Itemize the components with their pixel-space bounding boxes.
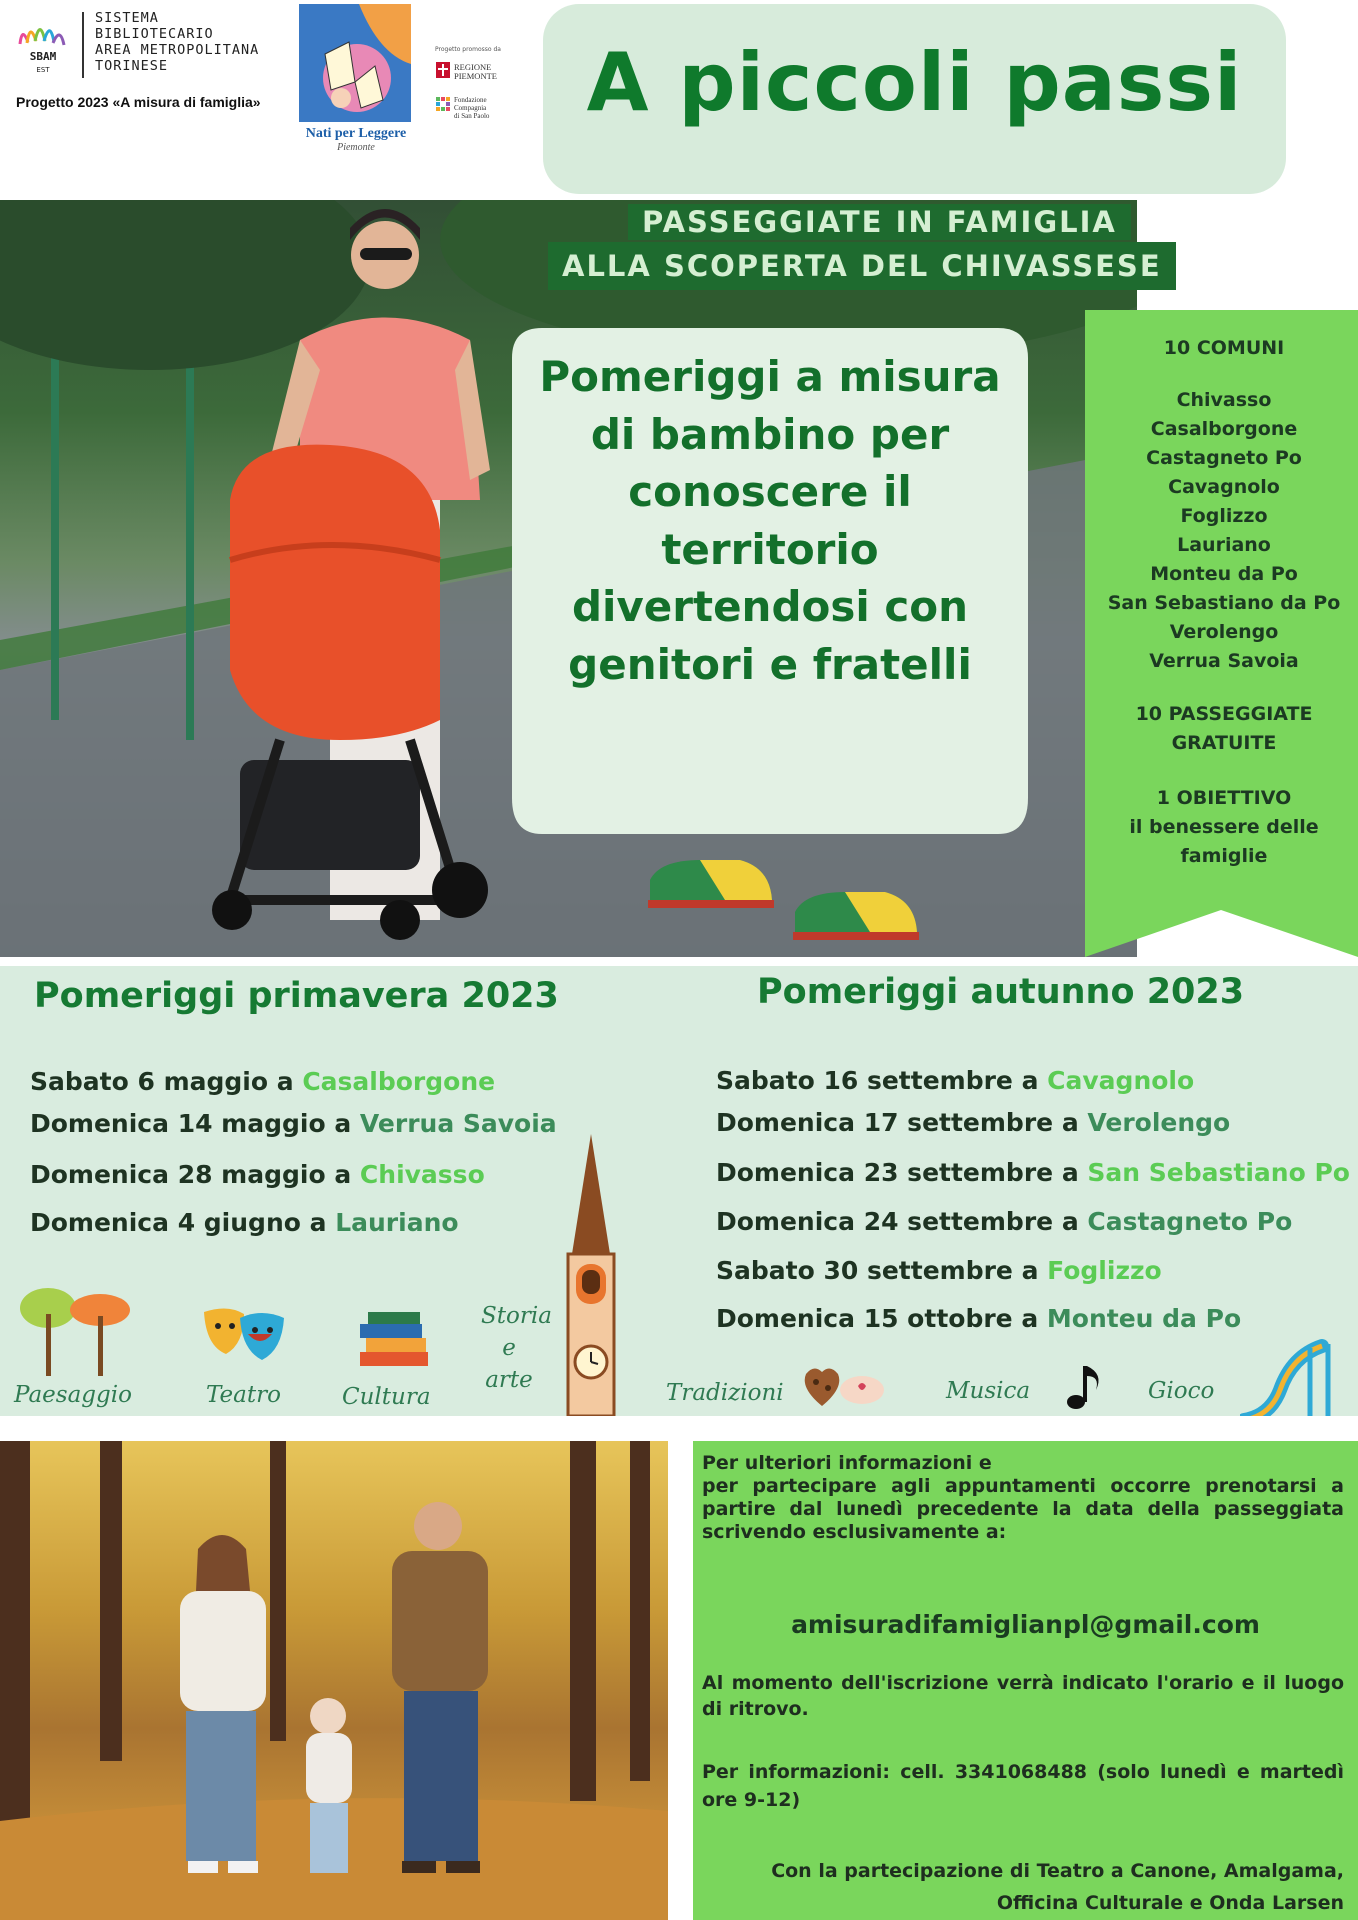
storia-label-line: e	[502, 1335, 516, 1361]
phone-note: Per informazioni: cell. 3341068488 (solo lunedì e martedì ore 9-12)	[702, 1761, 1344, 1811]
date-text: Sabato 30 settembre a	[716, 1256, 1048, 1285]
tagline	[512, 348, 1028, 693]
credits-line: Con la partecipazione di Teatro a Canone, Amalgama,	[771, 1860, 1344, 1882]
books-icon	[356, 1312, 432, 1372]
date-text: Domenica 4 giugno a	[30, 1208, 336, 1237]
sbam-name-line: TORINESE	[95, 58, 169, 74]
tagline-line: genitori e fratelli	[568, 639, 972, 689]
music-note-icon	[1066, 1362, 1106, 1412]
trees-icon	[16, 1286, 134, 1378]
sbam-logo-sub: EST	[36, 66, 50, 74]
contact-intro-line: Per ulteriori informazioni e	[702, 1452, 992, 1474]
autumn-title: Pomeriggi autunno 2023	[757, 972, 1245, 1012]
teatro-label: Teatro	[206, 1382, 281, 1408]
bell-tower-icon	[562, 1134, 620, 1416]
comune-item: Verolengo	[1169, 621, 1279, 643]
fondazione-name: Fondazione Compagnia di San Paolo	[454, 96, 490, 120]
section-gap	[0, 1416, 1358, 1441]
comune-item: San Sebastiano da Po	[1107, 592, 1341, 614]
date-place: Castagneto Po	[1087, 1207, 1293, 1236]
regione-piemonte-logo	[436, 62, 450, 78]
date-text: Domenica 17 settembre a	[716, 1108, 1088, 1137]
tagline-line: conoscere il	[628, 467, 912, 516]
comune-item: Foglizzo	[1180, 505, 1268, 527]
date-text: Domenica 24 settembre a	[716, 1207, 1088, 1236]
stroller-wheel-icon	[432, 862, 488, 918]
obiettivo-line: il benessere delle	[1129, 816, 1319, 838]
contact-intro	[702, 1452, 1344, 1544]
comune-item: Cavagnolo	[1168, 476, 1280, 498]
contact-intro-body: per partecipare agli appuntamenti occorre prenotarsi a partire dal lunedì precedente la data della passeggiata scrivendo esclusivamente a:	[702, 1475, 1344, 1543]
passeggiate-heading: 10 PASSEGGIATE	[1135, 703, 1313, 725]
date-place: Monteu da Po	[1046, 1304, 1242, 1333]
project-label: Progetto 2023 «A misura di famiglia»	[16, 94, 261, 110]
spring-date-row	[30, 1208, 459, 1237]
spring-date-row	[30, 1109, 557, 1138]
autumn-date-row	[716, 1108, 1230, 1137]
comune-item: Casalborgone	[1150, 418, 1298, 440]
sbam-name	[95, 10, 259, 74]
tagline-line: territorio	[661, 524, 879, 574]
credits-line: Officina Culturale e Onda Larsen	[996, 1892, 1344, 1914]
comune-item: Chivasso	[1176, 389, 1272, 411]
reading-child-icon	[299, 4, 411, 122]
sbam-divider	[82, 12, 84, 78]
theater-masks-icon	[200, 1304, 288, 1362]
family-walk-illustration	[0, 1441, 668, 1920]
obiettivo-line: famiglie	[1180, 845, 1268, 867]
comune-item: Verrua Savoia	[1149, 650, 1299, 672]
family-walk-photo	[0, 1441, 668, 1920]
promo-label: Progetto promosso da	[435, 46, 501, 53]
credits	[702, 1855, 1344, 1919]
autumn-date-row	[716, 1158, 1350, 1187]
date-place: Foglizzo	[1047, 1256, 1162, 1285]
storia-label-line: Storia	[481, 1303, 552, 1329]
autumn-date-row	[716, 1066, 1194, 1095]
autumn-date-row	[716, 1207, 1292, 1236]
musica-label: Musica	[946, 1378, 1031, 1404]
shoe-icon	[793, 892, 919, 940]
fondazione-logo-icon	[436, 97, 450, 111]
date-place: Chivasso	[359, 1160, 485, 1189]
gioco-label: Gioco	[1148, 1378, 1215, 1404]
storia-e-arte-label	[481, 1300, 552, 1396]
stroller-wheel-icon	[212, 890, 252, 930]
paesaggio-label: Paesaggio	[14, 1382, 132, 1408]
spring-title: Pomeriggi primavera 2023	[34, 976, 559, 1016]
cultura-label: Cultura	[342, 1384, 431, 1410]
date-text: Domenica 14 maggio a	[30, 1109, 360, 1138]
date-text: Sabato 16 settembre a	[716, 1066, 1048, 1095]
contact-email-link[interactable]: amisuradifamiglianpl@gmail.com	[791, 1610, 1260, 1639]
date-place: Cavagnolo	[1047, 1066, 1195, 1095]
subtitle-line-1: PASSEGGIATE IN FAMIGLIA	[628, 204, 1131, 240]
nati-per-leggere-logo	[299, 4, 411, 122]
storia-label-line: arte	[485, 1367, 533, 1393]
comune-item: Monteu da Po	[1150, 563, 1298, 585]
sbam-logo-text: SBAM	[29, 50, 57, 63]
npl-name: Nati per Leggere	[305, 126, 407, 141]
obiettivo-heading: 1 OBIETTIVO	[1156, 787, 1292, 809]
sbam-name-line: SISTEMA	[95, 10, 159, 26]
autumn-date-row	[716, 1304, 1241, 1333]
date-text: Sabato 6 maggio a	[30, 1067, 303, 1096]
cookies-icon	[800, 1362, 886, 1410]
sbam-name-line: BIBLIOTECARIO	[95, 26, 214, 42]
date-place: Verrua Savoia	[359, 1109, 557, 1138]
passeggiate-sub: GRATUITE	[1171, 732, 1277, 754]
info-banner-text	[1090, 336, 1358, 871]
sbam-name-line: AREA METROPOLITANA	[95, 42, 260, 58]
date-place: San Sebastiano Po	[1087, 1158, 1350, 1187]
date-place: Verolengo	[1087, 1108, 1231, 1137]
tagline-line: Pomeriggi a misura	[539, 352, 1001, 401]
date-text: Domenica 15 ottobre a	[716, 1304, 1047, 1333]
autumn-date-row	[716, 1256, 1162, 1285]
page-title: A piccoli passi	[586, 36, 1243, 129]
date-place: Lauriano	[335, 1208, 459, 1237]
date-text: Domenica 23 settembre a	[716, 1158, 1088, 1187]
tagline-line: di bambino per	[590, 409, 950, 459]
tradizioni-label: Tradizioni	[666, 1380, 784, 1406]
date-place: Casalborgone	[302, 1067, 496, 1096]
comune-item: Castagneto Po	[1146, 447, 1302, 469]
spring-date-row	[30, 1067, 495, 1096]
orario-note: Al momento dell'iscrizione verrà indicato l'orario e il luogo di ritrovo.	[702, 1672, 1344, 1720]
spring-date-row	[30, 1160, 485, 1189]
sbam-logo	[14, 14, 72, 74]
comuni-heading: 10 COMUNI	[1163, 337, 1285, 359]
comune-item: Lauriano	[1177, 534, 1271, 556]
date-text: Domenica 28 maggio a	[30, 1160, 360, 1189]
subtitle-line-2: ALLA SCOPERTA DEL CHIVASSESE	[548, 242, 1176, 290]
tagline-line: divertendosi con	[571, 582, 969, 631]
regione-name: REGIONE PIEMONTE	[454, 62, 497, 81]
shoe-icon	[648, 860, 774, 908]
stroller-wheel-icon	[380, 900, 420, 940]
npl-region: Piemonte	[337, 142, 375, 153]
regione-shield-icon	[436, 62, 450, 78]
